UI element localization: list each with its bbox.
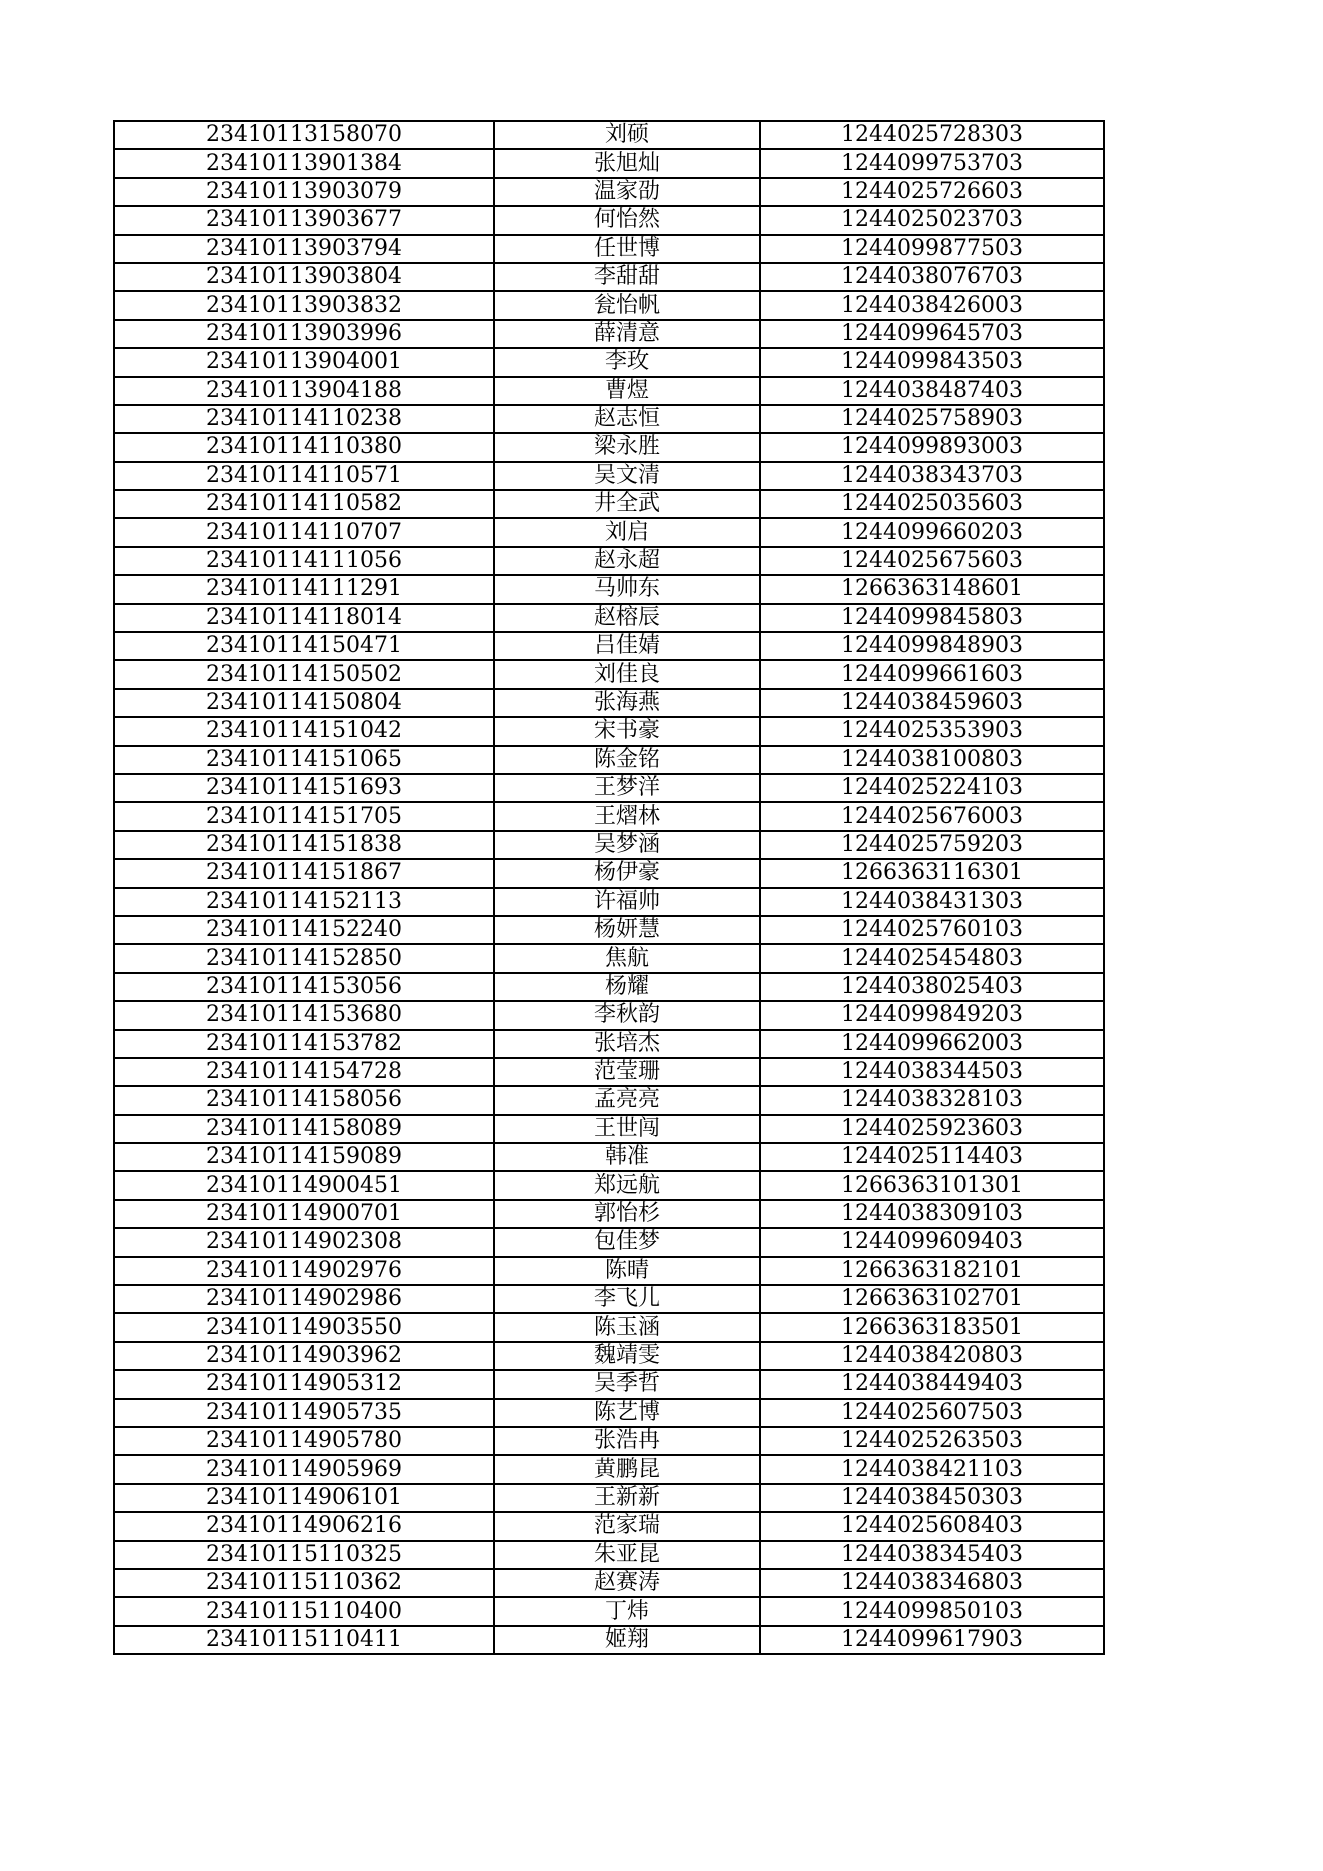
- name-cell: 包佳梦: [494, 1228, 760, 1256]
- table-row: [114, 1115, 1104, 1143]
- table-row: [114, 1370, 1104, 1398]
- table-row: [114, 1455, 1104, 1483]
- id-cell: 23410114110380: [114, 433, 494, 461]
- id-cell: 23410114153782: [114, 1030, 494, 1058]
- code-cell: 1244025758903: [760, 405, 1104, 433]
- code-cell: 1244025607503: [760, 1399, 1104, 1427]
- id-cell: 23410114151705: [114, 802, 494, 830]
- table-row: [114, 916, 1104, 944]
- code-cell: 1244099845803: [760, 604, 1104, 632]
- code-cell: 1244038100803: [760, 746, 1104, 774]
- id-cell: 23410113904001: [114, 348, 494, 376]
- id-cell: 23410113904188: [114, 377, 494, 405]
- table-row: [114, 660, 1104, 688]
- id-cell: 23410113903804: [114, 263, 494, 291]
- code-cell: 1244099848903: [760, 632, 1104, 660]
- id-cell: 23410113903079: [114, 178, 494, 206]
- code-cell: 1244099893003: [760, 433, 1104, 461]
- table-row: [114, 462, 1104, 490]
- table-row: [114, 1399, 1104, 1427]
- table-row: [114, 206, 1104, 234]
- code-cell: 1244038459603: [760, 689, 1104, 717]
- id-cell: 23410114903962: [114, 1342, 494, 1370]
- table-row: [114, 1228, 1104, 1256]
- table-row: [114, 518, 1104, 546]
- id-cell: 23410115110411: [114, 1626, 494, 1654]
- name-cell: 何怡然: [494, 206, 760, 234]
- code-cell: 1244099753703: [760, 149, 1104, 177]
- id-cell: 23410113903832: [114, 291, 494, 319]
- code-cell: 1244099843503: [760, 348, 1104, 376]
- table-row: [114, 547, 1104, 575]
- table-row: [114, 689, 1104, 717]
- table-row: [114, 1597, 1104, 1625]
- id-cell: 23410114905969: [114, 1455, 494, 1483]
- code-cell: 1244038346803: [760, 1569, 1104, 1597]
- table-row: [114, 1313, 1104, 1341]
- table-row: [114, 348, 1104, 376]
- code-cell: 1244025114403: [760, 1143, 1104, 1171]
- code-cell: 1244025923603: [760, 1115, 1104, 1143]
- table-row: [114, 1512, 1104, 1540]
- name-cell: 吴文清: [494, 462, 760, 490]
- id-cell: 23410113903794: [114, 235, 494, 263]
- code-cell: 1244038328103: [760, 1086, 1104, 1114]
- code-cell: 1244038426003: [760, 291, 1104, 319]
- code-cell: 1244025608403: [760, 1512, 1104, 1540]
- id-cell: 23410114150804: [114, 689, 494, 717]
- table-row: [114, 1342, 1104, 1370]
- code-cell: 1244099617903: [760, 1626, 1104, 1654]
- table-row: [114, 973, 1104, 1001]
- table-row: [114, 1257, 1104, 1285]
- code-cell: 1244025263503: [760, 1427, 1104, 1455]
- id-cell: 23410114158089: [114, 1115, 494, 1143]
- code-cell: 1244038309103: [760, 1200, 1104, 1228]
- id-cell: 23410114111056: [114, 547, 494, 575]
- code-cell: 1266363116301: [760, 859, 1104, 887]
- name-cell: 赵志恒: [494, 405, 760, 433]
- table-row: [114, 377, 1104, 405]
- table-row: [114, 263, 1104, 291]
- name-cell: 陈晴: [494, 1257, 760, 1285]
- table-body: [114, 121, 1104, 1654]
- table-row: [114, 632, 1104, 660]
- table-row: [114, 1285, 1104, 1313]
- table-row: [114, 1030, 1104, 1058]
- name-cell: 任世博: [494, 235, 760, 263]
- code-cell: 1244025353903: [760, 717, 1104, 745]
- data-table: [113, 120, 1105, 1655]
- id-cell: 23410114906101: [114, 1484, 494, 1512]
- name-cell: 宋书豪: [494, 717, 760, 745]
- table-row: [114, 888, 1104, 916]
- code-cell: 1244099850103: [760, 1597, 1104, 1625]
- id-cell: 23410114151065: [114, 746, 494, 774]
- name-cell: 瓮怡帆: [494, 291, 760, 319]
- code-cell: 1244099877503: [760, 235, 1104, 263]
- table-row: [114, 405, 1104, 433]
- name-cell: 王梦洋: [494, 774, 760, 802]
- id-cell: 23410114153680: [114, 1001, 494, 1029]
- name-cell: 张培杰: [494, 1030, 760, 1058]
- id-cell: 23410114903550: [114, 1313, 494, 1341]
- code-cell: 1244099660203: [760, 518, 1104, 546]
- id-cell: 23410113903677: [114, 206, 494, 234]
- id-cell: 23410113901384: [114, 149, 494, 177]
- name-cell: 杨耀: [494, 973, 760, 1001]
- code-cell: 1266363183501: [760, 1313, 1104, 1341]
- name-cell: 吴季哲: [494, 1370, 760, 1398]
- id-cell: 23410114110238: [114, 405, 494, 433]
- id-cell: 23410114900451: [114, 1171, 494, 1199]
- table-row: [114, 291, 1104, 319]
- id-cell: 23410114118014: [114, 604, 494, 632]
- id-cell: 23410114906216: [114, 1512, 494, 1540]
- code-cell: 1244038343703: [760, 462, 1104, 490]
- id-cell: 23410113158070: [114, 121, 494, 149]
- id-cell: 23410114905312: [114, 1370, 494, 1398]
- id-cell: 23410114151042: [114, 717, 494, 745]
- code-cell: 1244025759203: [760, 831, 1104, 859]
- name-cell: 陈金铭: [494, 746, 760, 774]
- name-cell: 范莹珊: [494, 1058, 760, 1086]
- id-cell: 23410114150502: [114, 660, 494, 688]
- id-cell: 23410114152240: [114, 916, 494, 944]
- id-cell: 23410114151693: [114, 774, 494, 802]
- name-cell: 刘佳良: [494, 660, 760, 688]
- id-cell: 23410114110571: [114, 462, 494, 490]
- id-cell: 23410114159089: [114, 1143, 494, 1171]
- code-cell: 1244099849203: [760, 1001, 1104, 1029]
- name-cell: 李玫: [494, 348, 760, 376]
- code-cell: 1244025675603: [760, 547, 1104, 575]
- table-row: [114, 774, 1104, 802]
- code-cell: 1266363101301: [760, 1171, 1104, 1199]
- table-row: [114, 149, 1104, 177]
- name-cell: 曹煜: [494, 377, 760, 405]
- name-cell: 马帅东: [494, 575, 760, 603]
- id-cell: 23410114905735: [114, 1399, 494, 1427]
- id-cell: 23410114902308: [114, 1228, 494, 1256]
- table-row: [114, 1058, 1104, 1086]
- code-cell: 1244025023703: [760, 206, 1104, 234]
- id-cell: 23410114110582: [114, 490, 494, 518]
- code-cell: 1244025676003: [760, 802, 1104, 830]
- code-cell: 1244025035603: [760, 490, 1104, 518]
- name-cell: 姬翔: [494, 1626, 760, 1654]
- code-cell: 1244038076703: [760, 263, 1104, 291]
- code-cell: 1244038431303: [760, 888, 1104, 916]
- table-row: [114, 859, 1104, 887]
- table-row: [114, 831, 1104, 859]
- name-cell: 孟亮亮: [494, 1086, 760, 1114]
- code-cell: 1266363182101: [760, 1257, 1104, 1285]
- name-cell: 李秋韵: [494, 1001, 760, 1029]
- table-row: [114, 235, 1104, 263]
- name-cell: 陈艺博: [494, 1399, 760, 1427]
- id-cell: 23410114902976: [114, 1257, 494, 1285]
- name-cell: 薛清意: [494, 320, 760, 348]
- id-cell: 23410114154728: [114, 1058, 494, 1086]
- id-cell: 23410114150471: [114, 632, 494, 660]
- code-cell: 1244038344503: [760, 1058, 1104, 1086]
- name-cell: 张旭灿: [494, 149, 760, 177]
- code-cell: 1244099661603: [760, 660, 1104, 688]
- table-row: [114, 1484, 1104, 1512]
- name-cell: 丁炜: [494, 1597, 760, 1625]
- code-cell: 1266363148601: [760, 575, 1104, 603]
- code-cell: 1244038420803: [760, 1342, 1104, 1370]
- code-cell: 1244025224103: [760, 774, 1104, 802]
- id-cell: 23410114900701: [114, 1200, 494, 1228]
- name-cell: 温家劭: [494, 178, 760, 206]
- name-cell: 吕佳婧: [494, 632, 760, 660]
- table-row: [114, 802, 1104, 830]
- name-cell: 许福帅: [494, 888, 760, 916]
- id-cell: 23410114151838: [114, 831, 494, 859]
- id-cell: 23410114111291: [114, 575, 494, 603]
- id-cell: 23410114152850: [114, 944, 494, 972]
- name-cell: 王新新: [494, 1484, 760, 1512]
- table-row: [114, 575, 1104, 603]
- name-cell: 吴梦涵: [494, 831, 760, 859]
- name-cell: 杨妍慧: [494, 916, 760, 944]
- name-cell: 杨伊豪: [494, 859, 760, 887]
- name-cell: 朱亚昆: [494, 1541, 760, 1569]
- table-row: [114, 121, 1104, 149]
- id-cell: 23410114110707: [114, 518, 494, 546]
- name-cell: 范家瑞: [494, 1512, 760, 1540]
- name-cell: 张浩冉: [494, 1427, 760, 1455]
- code-cell: 1244025454803: [760, 944, 1104, 972]
- table-row: [114, 1427, 1104, 1455]
- table-row: [114, 944, 1104, 972]
- table-row: [114, 1143, 1104, 1171]
- id-cell: 23410115110400: [114, 1597, 494, 1625]
- name-cell: 李甜甜: [494, 263, 760, 291]
- name-cell: 焦航: [494, 944, 760, 972]
- name-cell: 张海燕: [494, 689, 760, 717]
- table-row: [114, 746, 1104, 774]
- name-cell: 李飞儿: [494, 1285, 760, 1313]
- name-cell: 赵赛涛: [494, 1569, 760, 1597]
- table-row: [114, 433, 1104, 461]
- id-cell: 23410115110362: [114, 1569, 494, 1597]
- id-cell: 23410115110325: [114, 1541, 494, 1569]
- code-cell: 1244038449403: [760, 1370, 1104, 1398]
- code-cell: 1244025728303: [760, 121, 1104, 149]
- id-cell: 23410114153056: [114, 973, 494, 1001]
- name-cell: 刘硕: [494, 121, 760, 149]
- name-cell: 魏靖雯: [494, 1342, 760, 1370]
- table-row: [114, 717, 1104, 745]
- code-cell: 1244038421103: [760, 1455, 1104, 1483]
- name-cell: 赵永超: [494, 547, 760, 575]
- id-cell: 23410114905780: [114, 1427, 494, 1455]
- code-cell: 1244099609403: [760, 1228, 1104, 1256]
- name-cell: 刘启: [494, 518, 760, 546]
- name-cell: 王熠林: [494, 802, 760, 830]
- table-row: [114, 490, 1104, 518]
- id-cell: 23410114152113: [114, 888, 494, 916]
- table-row: [114, 1626, 1104, 1654]
- name-cell: 赵榕辰: [494, 604, 760, 632]
- name-cell: 郭怡杉: [494, 1200, 760, 1228]
- code-cell: 1244099662003: [760, 1030, 1104, 1058]
- table-row: [114, 320, 1104, 348]
- code-cell: 1244025726603: [760, 178, 1104, 206]
- table-row: [114, 1086, 1104, 1114]
- name-cell: 陈玉涵: [494, 1313, 760, 1341]
- table-row: [114, 1200, 1104, 1228]
- table-row: [114, 178, 1104, 206]
- code-cell: 1244038487403: [760, 377, 1104, 405]
- table-row: [114, 1171, 1104, 1199]
- table-row: [114, 1569, 1104, 1597]
- id-cell: 23410113903996: [114, 320, 494, 348]
- table-row: [114, 1541, 1104, 1569]
- code-cell: 1244025760103: [760, 916, 1104, 944]
- table-row: [114, 1001, 1104, 1029]
- id-cell: 23410114151867: [114, 859, 494, 887]
- code-cell: 1244099645703: [760, 320, 1104, 348]
- code-cell: 1266363102701: [760, 1285, 1104, 1313]
- code-cell: 1244038025403: [760, 973, 1104, 1001]
- id-cell: 23410114158056: [114, 1086, 494, 1114]
- name-cell: 梁永胜: [494, 433, 760, 461]
- name-cell: 黄鹏昆: [494, 1455, 760, 1483]
- name-cell: 井全武: [494, 490, 760, 518]
- name-cell: 王世闯: [494, 1115, 760, 1143]
- id-cell: 23410114902986: [114, 1285, 494, 1313]
- table-row: [114, 604, 1104, 632]
- code-cell: 1244038345403: [760, 1541, 1104, 1569]
- name-cell: 郑远航: [494, 1171, 760, 1199]
- name-cell: 韩准: [494, 1143, 760, 1171]
- code-cell: 1244038450303: [760, 1484, 1104, 1512]
